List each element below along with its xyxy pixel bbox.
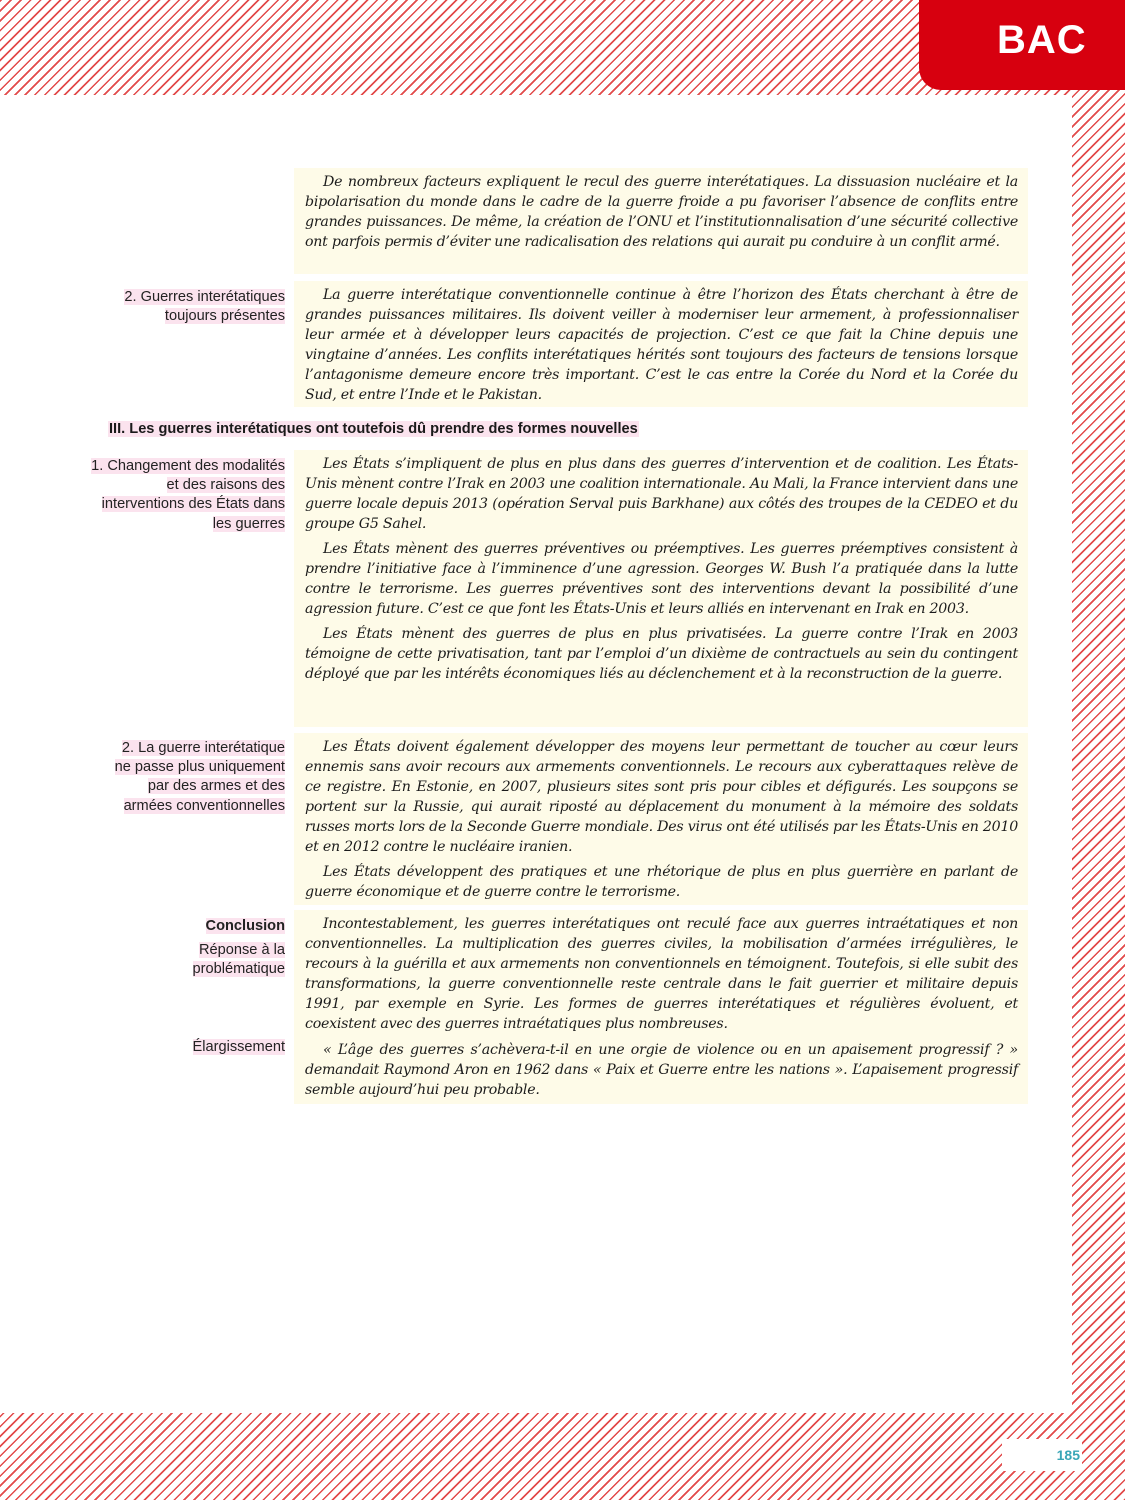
section2-box	[294, 281, 1028, 407]
conclusion-title: Conclusion	[205, 918, 285, 934]
sub1-box	[294, 450, 1028, 727]
section2-label: 2. Guerres interétatiques toujours présentes	[124, 289, 285, 325]
sub1-paragraph-2: Les États mènent des guerres préventives ou préemptives. Les guerres préemptives consistent à prendre l’initiative face à l’imminence d’une agression. Georges W. Bush l’a pratiquée dans la lutte contre le terrorisme. Les guerres préventives sont des interventions devant la possibilité d’une agression future. C’est ce que font les États-Unis et leurs alliés en intervenant en Irak en 2003.	[305, 541, 1018, 617]
intro-box	[294, 168, 1028, 274]
conclusion-box	[294, 910, 1028, 1036]
sub2-paragraph-2: Les États développent des pratiques et une rhétorique de plus en plus guerrière en parlant de guerre économique et de guerre contre le terrorisme.	[305, 864, 1018, 900]
widening-box	[294, 1036, 1028, 1104]
sub1-label: 1. Changement des modalités et des raisons des interventions des États dans les guerres	[91, 458, 285, 532]
intro-paragraph: De nombreux facteurs expliquent le recul des guerre interétatiques. La dissuasion nucléaire et la bipolarisation du monde dans le cadre de la guerre froide a pu favoriser l’absence de conflits entre grandes puissances. De même, la création de l’ONU et l’institutionnalisation d’une sécurité collective ont parfois permis d’éviter une radicalisation des relations qui aurait pu conduire à un conflit armé.	[305, 174, 1018, 250]
conclusion-answer-paragraph: Incontestablement, les guerres interétatiques ont reculé face aux guerres intraétatiques et non conventionnelles. La multiplication des guerres civiles, la mobilisation d’armées irrégulières, le recours à la guérilla et aux armements non conventionnels en témoignent. Toutefois, si elle subit des transformations, la guerre conventionnelle reste centrale dans le fait guerrier et militaire depuis 1991, par exemple en Syrie. Les formes de guerres interétatiques et régulières évoluent, et coexistent avec des guerres intraétatiques plus nombreuses.	[305, 916, 1018, 1032]
widening-label: Élargissement	[192, 1039, 285, 1055]
sub2-label: 2. La guerre interétatique ne passe plus uniquement par des armes et des armées conventionnelles	[114, 740, 285, 814]
sub2-paragraph-1: Les États doivent également développer des moyens leur permettant de toucher au cœur leurs ennemis sans avoir recours aux armements conventionnels. Le recours aux cyberattaques relève de ce registre. En Estonie, en 2007, plusieurs sites sont pris pour cibles et défigurés. Les soupçons se portent sur la Russie, qui aurait riposté au déplacement du monument à la mémoire des soldats russes morts lors de la Seconde Guerre mondiale. Des virus ont été utilisés par les États-Unis en 2010 et en 2012 contre le nucléaire iranien.	[305, 739, 1018, 855]
sub1-paragraph-3: Les États mènent des guerres de plus en plus privatisées. La guerre contre l’Irak en 2003 témoigne de cette privatisation, tant par l’emploi d’un dixième de contractuels au sein du contingent déployé que par les intérêts économiques liés au déclenchement et à la reconstruction de la guerre.	[305, 626, 1018, 682]
page-number: 185	[1002, 1439, 1082, 1471]
sub2-box	[294, 733, 1028, 905]
answer-label: Réponse à la problématique	[192, 942, 285, 978]
sub1-paragraph-1: Les États s’impliquent de plus en plus dans des guerres d’intervention et de coalition. Les États-Unis mènent contre l’Irak en 2003 une coalition internationale. Au Mali, la France intervient dans une guerre locale depuis 2013 (opération Serval puis Barkhane) aux côtés des troupes de la CEDEO et du groupe G5 Sahel.	[305, 456, 1018, 532]
widening-paragraph: « L’âge des guerres s’achèvera-t-il en une orgie de violence ou en un apaisement progressif ? » demandait Raymond Aron en 1962 dans « Paix et Guerre entre les nations ». L’apaisement progressif semble aujourd’hui peu probable.	[305, 1042, 1018, 1098]
part3-heading: III. Les guerres interétatiques ont toutefois dû prendre des formes nouvelles	[109, 421, 638, 437]
bac-badge: BAC	[919, 0, 1125, 90]
section2-paragraph: La guerre interétatique conventionnelle continue à être l’horizon des États cherchant à être de grandes puissances militaires. Ils doivent veiller à moderniser leur armement, à professionnaliser leur armée et à développer leurs capacités de projection. C’est ce que fait la Chine depuis une vingtaine d’années. Les conflits interétatiques hérités sont toujours des facteurs de tensions lorsque l’antagonisme demeure encore très important. C’est le cas entre la Corée du Nord et la Corée du Sud, et entre l’Inde et le Pakistan.	[305, 287, 1018, 403]
